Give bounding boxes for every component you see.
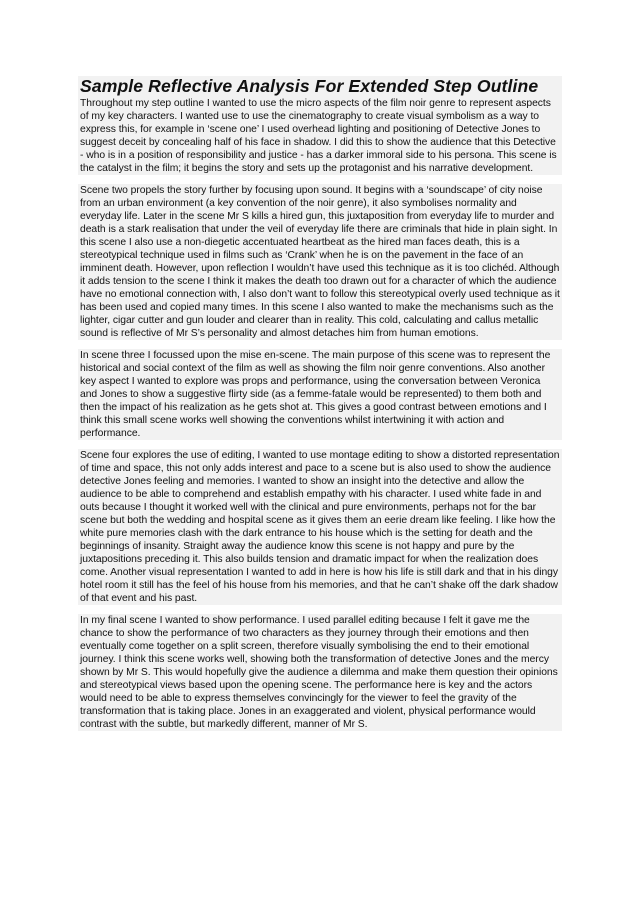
document-title: Sample Reflective Analysis For Extended Step Outline [78, 76, 562, 97]
paragraph-spacer [78, 175, 562, 184]
paragraph-final-scene: In my final scene I wanted to show performance. I used parallel editing because I felt it gave me the chance to show the performance of two characters as they journey through their emotions and then eventually come together on a split screen, therefore visually symbolising the end to their emotional journey. I think this scene works well, showing both the transformation of detective Jones and the mercy shown by Mr S. This would hopefully give the audience a dilemma and make them question their opinions and stereotypical views based upon the opening scene. The performance here is key and the actors would need to be able to express themselves convincingly for the viewer to feel the gravity of the transformation that is taking place. Jones in an exaggerated and violent, physical performance would contrast with the subtle, but markedly different, manner of Mr S. [78, 614, 562, 731]
paragraph-scene-four: Scene four explores the use of editing, I wanted to use montage editing to show a distorted representation of time and space, this not only adds interest and pace to a scene but is also used to show the audience detective Jones feeling and memories. I wanted to show an insight into the detective and allow the audience to be able to comprehend and establish empathy with his character. I used white fade in and outs because I thought it worked well with the clinical and pure environments, perhaps not for the bar scene but both the wedding and hospital scene as it gives them an eerie dream like feeling. I like how the white pure memories clash with the dark entrance to his house which is the setting for death and the beginnings of insanity. Straight away the audience know this scene is not happy and pure by the juxtapositions preceding it. This also builds tension and dramatic impact for when the realization does come. Another visual representation I wanted to add in here is how his life is still dark and that in his dingy hotel room it still has the feel of his house from his memories, and that he can’t shake off the dark shadow of that event and his past. [78, 449, 562, 605]
paragraph-spacer [78, 605, 562, 614]
paragraph-spacer [78, 440, 562, 449]
document-body [78, 76, 562, 731]
paragraph-scene-three: In scene three I focussed upon the mise en-scene. The main purpose of this scene was to represent the historical and social context of the film as well as showing the film noir genre conventions. Also another key aspect I wanted to explore was props and performance, using the conversation between Veronica and Jones to show a suggestive flirty side (as a femme-fatale would be represented) to them both and then the impact of his realization as he gets shot at. This gives a good contrast between emotions and I think this small scene works well showing the conventions whilst intertwining it with action and performance. [78, 349, 562, 440]
paragraph-intro: Throughout my step outline I wanted to use the micro aspects of the film noir genre to represent aspects of my key characters. I wanted use to use the cinematography to create visual symbolism as a way to express this, for example in ‘scene one’ I used overhead lighting and positioning of Detective Jones to suggest deceit by concealing half of his face in shadow. I did this to show the audience that this Detective - who is in a position of responsibility and justice - has a darker immoral side to his persona. This scene is the catalyst in the film; it begins the story and sets up the protagonist and his narrative development. [78, 97, 562, 175]
paragraph-spacer [78, 340, 562, 349]
paragraph-scene-two: Scene two propels the story further by focusing upon sound. It begins with a ‘soundscape’ of city noise from an urban environment (a key convention of the noir genre), it also symbolises normality and everyday life. Later in the scene Mr S kills a hired gun, this juxtaposition from everyday life to murder and death is a stark realisation that under the veil of everyday life there are criminals that hide in plain sight. In this scene I also use a non-diegetic accentuated heartbeat as the hired man faces death, this is a stereotypical technique used in films such as ‘Crank’ when he is on the pavement in the face of an imminent death. However, upon reflection I wouldn’t have used this technique as it is too clichéd. Although it adds tension to the scene I think it makes the death too drawn out for a character of which the audience have no emotional connection with, I also don’t want to follow this stereotypical overly used technique as it has been used and copied many times. In this scene I also wanted to make the mechanisms such as the lighter, cigar cutter and gun louder and clearer than in reality. This cold, calculating and callus metallic sound is reflective of Mr S’s personality and almost detaches him from human emotions. [78, 184, 562, 340]
